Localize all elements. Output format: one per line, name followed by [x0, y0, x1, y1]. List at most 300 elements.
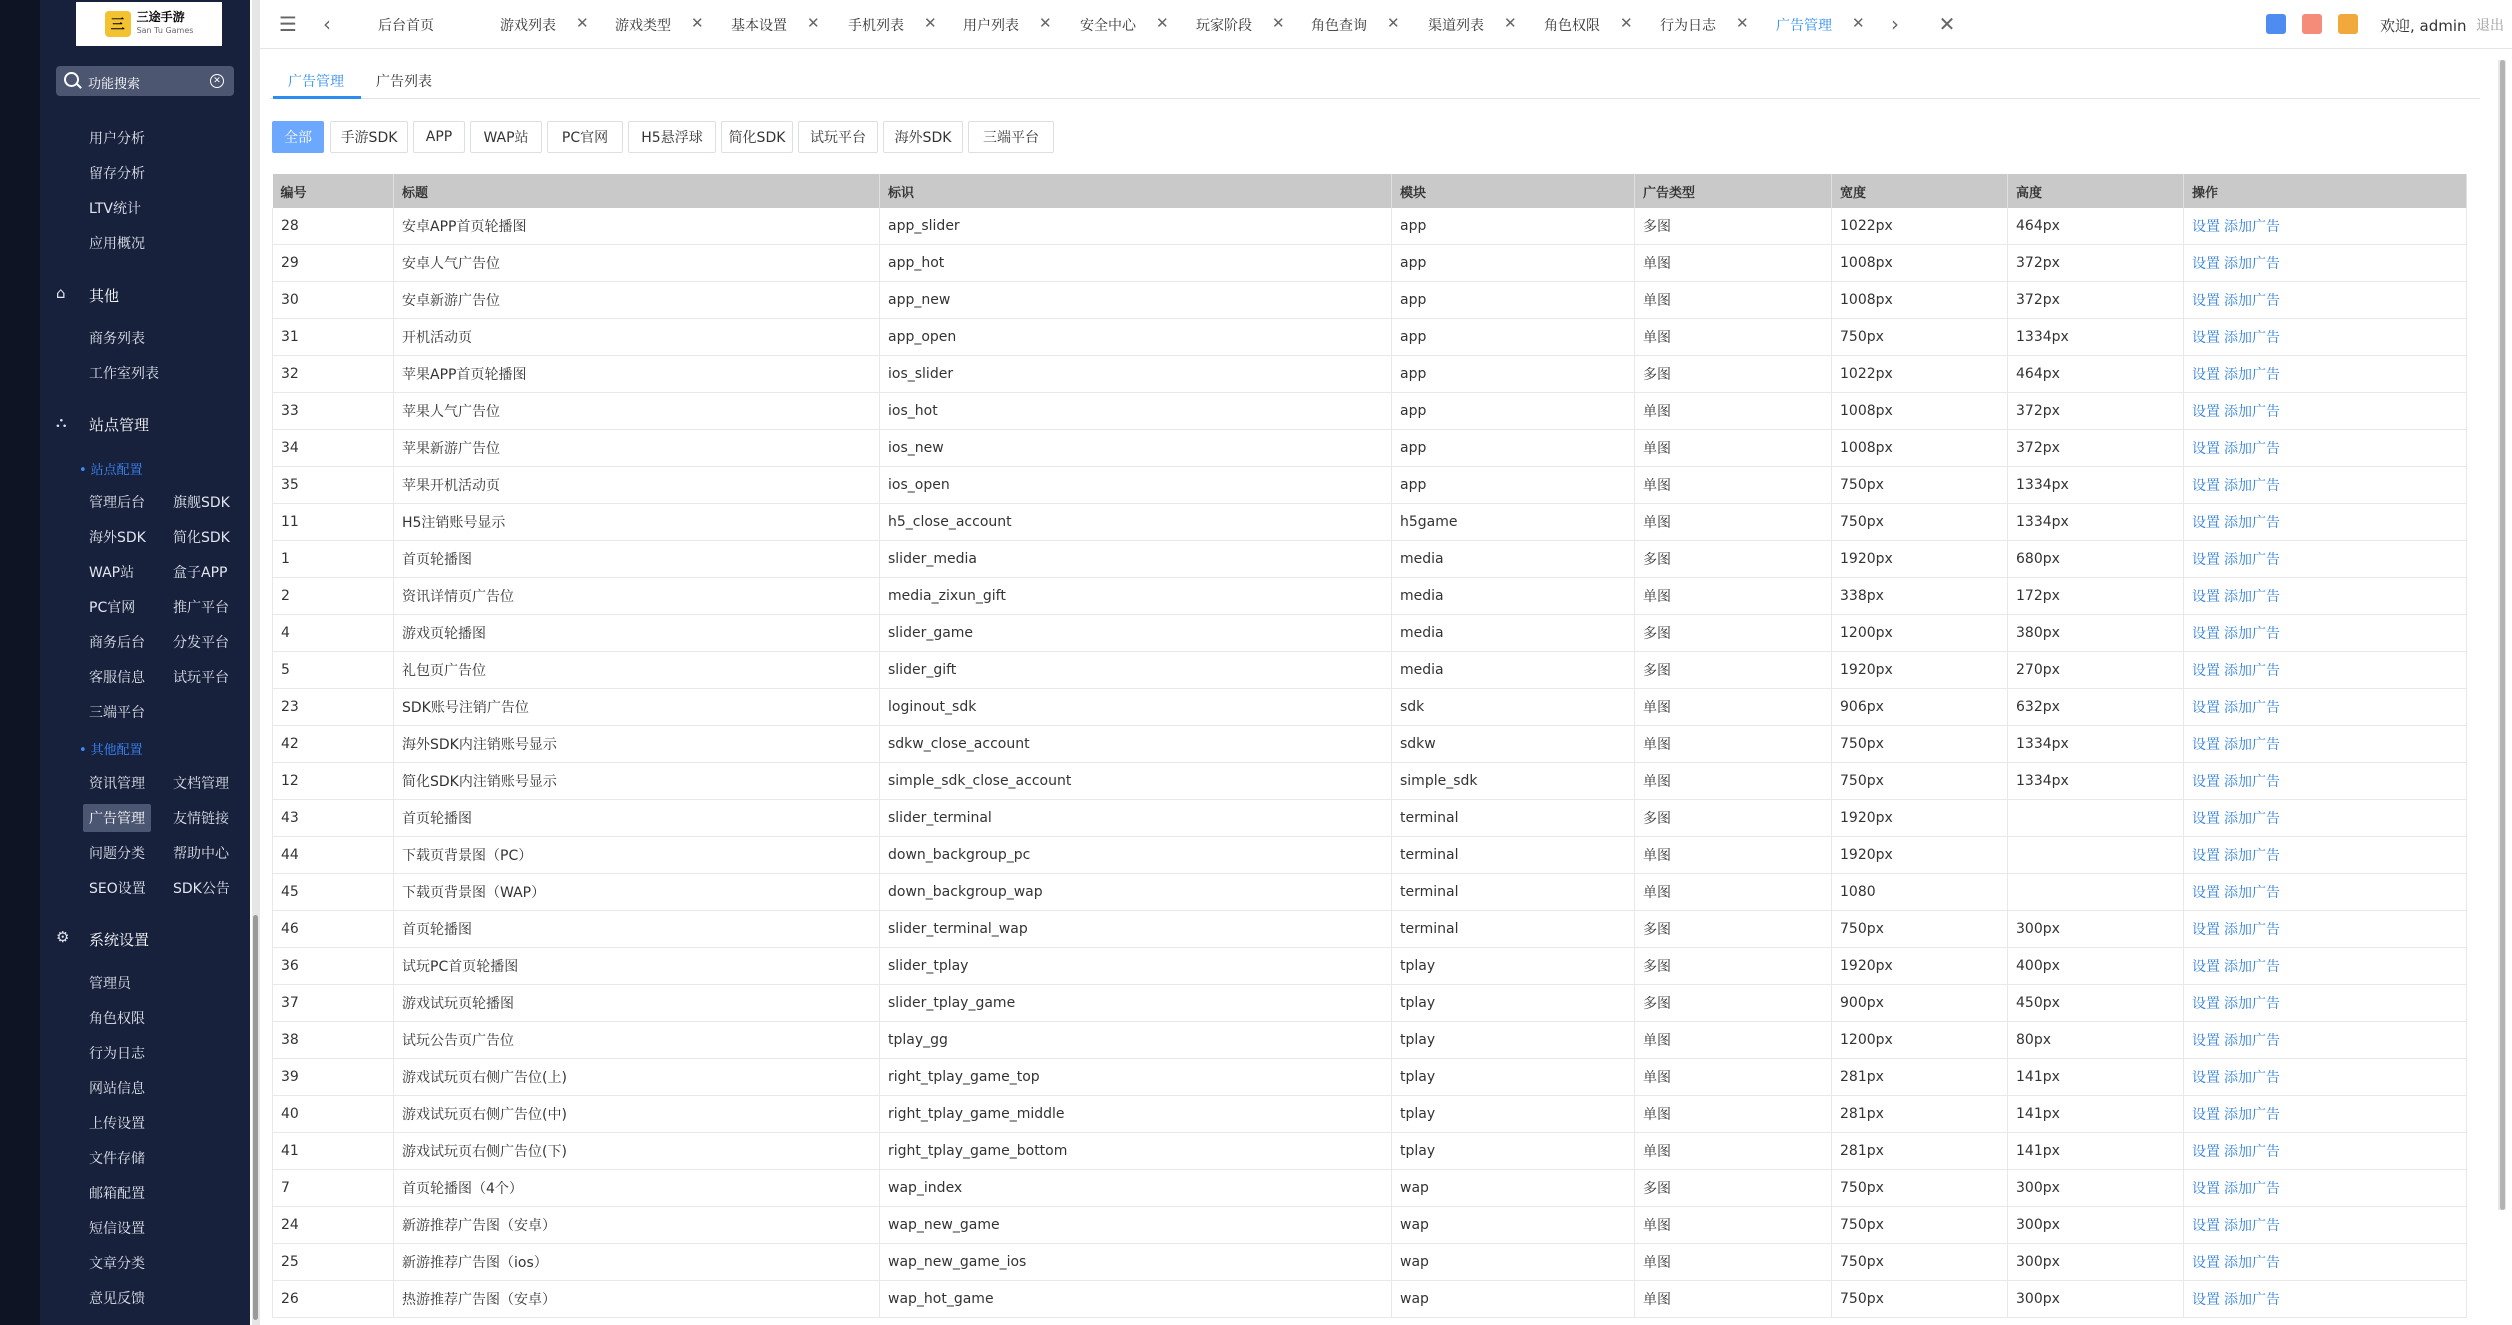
filter-button[interactable]: APP	[413, 121, 465, 153]
table-cell: 35	[273, 467, 394, 504]
sidebar-item[interactable]: 海外SDK	[89, 530, 146, 546]
calendar-icon[interactable]	[2302, 14, 2322, 34]
collapse-menu-icon[interactable]: ☰	[279, 12, 297, 36]
tab-close-icon[interactable]: ✕	[1156, 14, 1169, 32]
sidebar-item[interactable]: 资讯管理	[89, 776, 145, 792]
tab-close-icon[interactable]: ✕	[924, 14, 937, 32]
tab-close-icon[interactable]: ✕	[691, 14, 704, 32]
table-row	[273, 541, 2467, 578]
sidebar-sub-site-config[interactable]: • 站点配置	[79, 459, 143, 478]
table-cell: 单图	[1635, 430, 1832, 467]
set-link[interactable]: 设置	[2192, 219, 2220, 235]
set-link[interactable]: 设置	[2192, 552, 2220, 568]
set-link[interactable]: 设置	[2192, 885, 2220, 901]
column-header: 操作	[2184, 174, 2467, 208]
table-cell: wap_hot_game	[880, 1281, 1392, 1318]
add-ad-link[interactable]: 添加广告	[2224, 293, 2280, 309]
table-cell: right_tplay_game_bottom	[880, 1133, 1392, 1170]
table-cell: 单图	[1635, 1244, 1832, 1281]
table-cell: 资讯详情页广告位	[394, 578, 880, 615]
add-ad-link[interactable]: 添加广告	[2224, 219, 2280, 235]
table-cell: media_zixun_gift	[880, 578, 1392, 615]
table-cell: 1022px	[1832, 356, 2008, 393]
sub-tabs	[270, 60, 2480, 99]
table-row	[273, 319, 2467, 356]
table-cell: 464px	[2008, 208, 2184, 245]
add-ad-link[interactable]: 添加广告	[2224, 1107, 2280, 1123]
set-link[interactable]: 设置	[2192, 737, 2220, 753]
set-link[interactable]: 设置	[2192, 1070, 2220, 1086]
filter-button[interactable]: 试玩平台	[798, 121, 878, 153]
sidebar-item[interactable]: 推广平台	[173, 600, 229, 616]
home-icon: ⌂	[56, 284, 66, 302]
table-row	[273, 208, 2467, 245]
set-link[interactable]: 设置	[2192, 1255, 2220, 1271]
table-cell: 多图	[1635, 800, 1832, 837]
sidebar-item[interactable]: 上传设置	[89, 1116, 145, 1132]
actions-cell	[2184, 245, 2467, 282]
home-icon[interactable]	[2266, 14, 2286, 34]
table-cell: terminal	[1392, 911, 1635, 948]
add-ad-link[interactable]: 添加广告	[2224, 1181, 2280, 1197]
filter-button[interactable]: WAP站	[470, 121, 542, 153]
sidebar-item[interactable]: 留存分析	[89, 166, 145, 182]
sidebar-item[interactable]: 问题分类	[89, 846, 145, 862]
table-cell: 首页轮播图	[394, 541, 880, 578]
table-row	[273, 430, 2467, 467]
tabs-next-icon[interactable]: ›	[1891, 12, 1899, 36]
set-link[interactable]: 设置	[2192, 515, 2220, 531]
sidebar-item[interactable]: 管理员	[89, 976, 131, 992]
table-cell: 11	[273, 504, 394, 541]
main-scrollbar-thumb[interactable]	[2500, 60, 2505, 1210]
table-cell: app_open	[880, 319, 1392, 356]
actions-cell	[2184, 541, 2467, 578]
add-ad-link[interactable]: 添加广告	[2224, 552, 2280, 568]
tab-0[interactable]: 后台首页	[378, 18, 434, 34]
add-ad-link[interactable]: 添加广告	[2224, 1033, 2280, 1049]
set-link[interactable]: 设置	[2192, 404, 2220, 420]
add-ad-link[interactable]: 添加广告	[2224, 1255, 2280, 1271]
filter-button[interactable]: 全部	[272, 121, 324, 153]
set-link[interactable]: 设置	[2192, 626, 2220, 642]
tab-close-icon[interactable]: ✕	[1736, 14, 1749, 32]
subtab-ad-list[interactable]: 广告列表	[376, 74, 432, 90]
tab-close-icon[interactable]: ✕	[1504, 14, 1517, 32]
sidebar-section-site[interactable]: 站点管理	[89, 416, 150, 434]
table-cell: 38	[273, 1022, 394, 1059]
table-cell: 单图	[1635, 393, 1832, 430]
tab-11[interactable]: 行为日志	[1660, 18, 1716, 34]
sidebar-sub-other-config[interactable]: • 其他配置	[79, 739, 143, 758]
table-cell: h5game	[1392, 504, 1635, 541]
actions-cell	[2184, 319, 2467, 356]
table-cell: 1200px	[1832, 615, 2008, 652]
brand-sub: San Tu Games	[136, 26, 194, 35]
filter-button[interactable]: 简化SDK	[721, 121, 793, 153]
table-cell: 300px	[2008, 1207, 2184, 1244]
table-cell: 37	[273, 985, 394, 1022]
table-cell: 单图	[1635, 1207, 1832, 1244]
function-search-input[interactable]	[56, 66, 234, 96]
table-cell: 单图	[1635, 319, 1832, 356]
set-link[interactable]: 设置	[2192, 1181, 2220, 1197]
table-cell: 安卓人气广告位	[394, 245, 880, 282]
sidebar-item[interactable]: 工作室列表	[89, 366, 159, 382]
sidebar-item[interactable]: 文档管理	[173, 776, 229, 792]
table-cell: app	[1392, 467, 1635, 504]
set-link[interactable]: 设置	[2192, 663, 2220, 679]
add-ad-link[interactable]: 添加广告	[2224, 367, 2280, 383]
add-ad-link[interactable]: 添加广告	[2224, 1292, 2280, 1308]
sidebar-item[interactable]: 商务后台	[89, 635, 145, 651]
table-cell: app	[1392, 356, 1635, 393]
actions-cell	[2184, 393, 2467, 430]
table-cell: 新游推荐广告图（ios）	[394, 1244, 880, 1281]
table-cell: 338px	[1832, 578, 2008, 615]
actions-cell	[2184, 1170, 2467, 1207]
set-link[interactable]: 设置	[2192, 293, 2220, 309]
tab-6[interactable]: 安全中心	[1080, 18, 1136, 34]
sidebar-item[interactable]: SDK公告	[173, 881, 230, 897]
table-cell: 4	[273, 615, 394, 652]
table-cell: 游戏试玩页轮播图	[394, 985, 880, 1022]
sidebar-scrollbar-thumb[interactable]	[253, 915, 258, 1320]
table-cell: tplay	[1392, 1059, 1635, 1096]
table-cell: 多图	[1635, 615, 1832, 652]
set-link[interactable]: 设置	[2192, 959, 2220, 975]
column-header: 标识	[880, 174, 1392, 208]
add-ad-link[interactable]: 添加广告	[2224, 1144, 2280, 1160]
table-cell: down_backgroup_wap	[880, 874, 1392, 911]
sidebar-item[interactable]: 行为日志	[89, 1046, 145, 1062]
table-cell: 安卓APP首页轮播图	[394, 208, 880, 245]
filter-button[interactable]: H5悬浮球	[628, 121, 716, 153]
table-cell: 单图	[1635, 689, 1832, 726]
sidebar-item[interactable]: 用户分析	[89, 131, 145, 147]
add-ad-link[interactable]: 添加广告	[2224, 1070, 2280, 1086]
left-edge-strip	[0, 0, 40, 1325]
set-link[interactable]: 设置	[2192, 1144, 2220, 1160]
table-cell: 单图	[1635, 1133, 1832, 1170]
tab-close-icon[interactable]: ✕	[576, 14, 589, 32]
tab-close-icon[interactable]: ✕	[1852, 14, 1865, 32]
tab-close-icon[interactable]: ✕	[1039, 14, 1052, 32]
tab-9[interactable]: 渠道列表	[1428, 18, 1484, 34]
table-cell: 44	[273, 837, 394, 874]
actions-cell	[2184, 800, 2467, 837]
clear-icon[interactable]: ✕	[210, 74, 224, 88]
add-ad-link[interactable]: 添加广告	[2224, 330, 2280, 346]
table-cell: 281px	[1832, 1096, 2008, 1133]
sitemap-icon: ⛬	[56, 413, 67, 431]
table-cell: 首页轮播图	[394, 911, 880, 948]
table-cell: 单图	[1635, 837, 1832, 874]
table-row	[273, 615, 2467, 652]
table-cell: 开机活动页	[394, 319, 880, 356]
set-link[interactable]: 设置	[2192, 811, 2220, 827]
tab-10[interactable]: 角色权限	[1544, 18, 1600, 34]
sidebar-item[interactable]: 短信设置	[89, 1221, 145, 1237]
sidebar-item[interactable]: 应用概况	[89, 236, 145, 252]
tab-4[interactable]: 手机列表	[848, 18, 904, 34]
set-link[interactable]: 设置	[2192, 478, 2220, 494]
table-cell: 750px	[1832, 1281, 2008, 1318]
table-cell: 141px	[2008, 1096, 2184, 1133]
actions-cell	[2184, 282, 2467, 319]
sidebar-item[interactable]: 文件存储	[89, 1151, 145, 1167]
set-link[interactable]: 设置	[2192, 1033, 2220, 1049]
table-cell: H5注销账号显示	[394, 504, 880, 541]
set-link[interactable]: 设置	[2192, 256, 2220, 272]
table-row	[273, 1244, 2467, 1281]
tab-2[interactable]: 游戏类型	[615, 18, 671, 34]
table-cell	[2008, 800, 2184, 837]
theme-icon[interactable]	[2338, 14, 2358, 34]
sidebar-item-ad-manage[interactable]: 广告管理	[83, 804, 151, 832]
add-ad-link[interactable]: 添加广告	[2224, 626, 2280, 642]
table-cell: slider_tplay_game	[880, 985, 1392, 1022]
table-cell: 906px	[1832, 689, 2008, 726]
tab-close-icon[interactable]: ✕	[1620, 14, 1633, 32]
add-ad-link[interactable]: 添加广告	[2224, 885, 2280, 901]
add-ad-link[interactable]: 添加广告	[2224, 404, 2280, 420]
table-cell: media	[1392, 541, 1635, 578]
table-cell: 1008px	[1832, 393, 2008, 430]
table-cell: 7	[273, 1170, 394, 1207]
table-cell: media	[1392, 578, 1635, 615]
table-cell: app	[1392, 208, 1635, 245]
table-cell: 1334px	[2008, 726, 2184, 763]
table-cell: 1920px	[1832, 541, 2008, 578]
logout-link[interactable]: 退出	[2476, 18, 2504, 34]
sidebar-item[interactable]: PC官网	[89, 600, 136, 616]
tab-5[interactable]: 用户列表	[963, 18, 1019, 34]
sidebar-item[interactable]: 意见反馈	[89, 1291, 145, 1307]
set-link[interactable]: 设置	[2192, 848, 2220, 864]
add-ad-link[interactable]: 添加广告	[2224, 515, 2280, 531]
filter-button[interactable]: 手游SDK	[330, 121, 408, 153]
actions-cell	[2184, 874, 2467, 911]
table-cell: sdkw_close_account	[880, 726, 1392, 763]
close-all-tabs-icon[interactable]: ✕	[1938, 12, 1956, 36]
table-cell: tplay	[1392, 1133, 1635, 1170]
table-cell: 750px	[1832, 726, 2008, 763]
table-cell: h5_close_account	[880, 504, 1392, 541]
table-cell: 12	[273, 763, 394, 800]
add-ad-link[interactable]: 添加广告	[2224, 441, 2280, 457]
sidebar-item[interactable]: 邮箱配置	[89, 1186, 145, 1202]
actions-cell	[2184, 356, 2467, 393]
subtab-active-indicator	[273, 96, 361, 99]
sidebar-item[interactable]: 三端平台	[89, 705, 145, 721]
actions-cell	[2184, 1207, 2467, 1244]
table-row	[273, 652, 2467, 689]
table-cell: slider_terminal	[880, 800, 1392, 837]
table-cell: 多图	[1635, 541, 1832, 578]
actions-cell	[2184, 763, 2467, 800]
table-cell: app	[1392, 319, 1635, 356]
table-cell: 苹果人气广告位	[394, 393, 880, 430]
table-cell: app_new	[880, 282, 1392, 319]
sidebar-item[interactable]: 管理后台	[89, 495, 145, 511]
table-row	[273, 504, 2467, 541]
table-cell: 1008px	[1832, 282, 2008, 319]
table-cell: 新游推荐广告图（安卓）	[394, 1207, 880, 1244]
sidebar-item[interactable]: SEO设置	[89, 881, 146, 897]
table-cell	[2008, 837, 2184, 874]
table-row	[273, 874, 2467, 911]
tab-3[interactable]: 基本设置	[731, 18, 787, 34]
table-cell: 31	[273, 319, 394, 356]
table-cell: 多图	[1635, 356, 1832, 393]
actions-cell	[2184, 689, 2467, 726]
brand-logo[interactable]	[76, 2, 222, 46]
add-ad-link[interactable]: 添加广告	[2224, 663, 2280, 679]
table-cell: 33	[273, 393, 394, 430]
set-link[interactable]: 设置	[2192, 1107, 2220, 1123]
set-link[interactable]: 设置	[2192, 922, 2220, 938]
actions-cell	[2184, 726, 2467, 763]
tab-1[interactable]: 游戏列表	[500, 18, 556, 34]
table-cell: 141px	[2008, 1059, 2184, 1096]
set-link[interactable]: 设置	[2192, 996, 2220, 1012]
table-cell: 36	[273, 948, 394, 985]
tab-12[interactable]: 广告管理	[1776, 18, 1832, 34]
table-cell: app_hot	[880, 245, 1392, 282]
sidebar-item[interactable]: WAP站	[89, 565, 135, 581]
set-link[interactable]: 设置	[2192, 367, 2220, 383]
actions-cell	[2184, 430, 2467, 467]
set-link[interactable]: 设置	[2192, 774, 2220, 790]
table-cell: 632px	[2008, 689, 2184, 726]
table-cell: 750px	[1832, 911, 2008, 948]
tab-8[interactable]: 角色查询	[1311, 18, 1367, 34]
add-ad-link[interactable]: 添加广告	[2224, 996, 2280, 1012]
set-link[interactable]: 设置	[2192, 330, 2220, 346]
table-cell: 下载页背景图（WAP）	[394, 874, 880, 911]
table-cell: 多图	[1635, 652, 1832, 689]
sidebar-item[interactable]: 文章分类	[89, 1256, 145, 1272]
add-ad-link[interactable]: 添加广告	[2224, 478, 2280, 494]
search-placeholder: 功能搜索	[88, 77, 141, 92]
table-cell: 单图	[1635, 1022, 1832, 1059]
filter-button[interactable]: PC官网	[547, 121, 623, 153]
table-row	[273, 1059, 2467, 1096]
tab-close-icon[interactable]: ✕	[1272, 14, 1285, 32]
table-row	[273, 1096, 2467, 1133]
table-cell: 34	[273, 430, 394, 467]
table-cell: terminal	[1392, 837, 1635, 874]
table-cell: 40	[273, 1096, 394, 1133]
table-cell: 单图	[1635, 282, 1832, 319]
table-cell: terminal	[1392, 874, 1635, 911]
add-ad-link[interactable]: 添加广告	[2224, 922, 2280, 938]
set-link[interactable]: 设置	[2192, 1218, 2220, 1234]
subtab-ad-manage[interactable]: 广告管理	[288, 74, 344, 90]
table-cell: 单图	[1635, 245, 1832, 282]
tab-close-icon[interactable]: ✕	[1387, 14, 1400, 32]
set-link[interactable]: 设置	[2192, 589, 2220, 605]
table-cell: sdk	[1392, 689, 1635, 726]
table-cell: 900px	[1832, 985, 2008, 1022]
sidebar-item[interactable]: 简化SDK	[173, 530, 230, 546]
table-cell: 多图	[1635, 911, 1832, 948]
filter-button[interactable]: 三端平台	[968, 121, 1054, 153]
add-ad-link[interactable]: 添加广告	[2224, 774, 2280, 790]
add-ad-link[interactable]: 添加广告	[2224, 737, 2280, 753]
sidebar-item[interactable]: 盒子APP	[173, 565, 228, 581]
set-link[interactable]: 设置	[2192, 700, 2220, 716]
sidebar-item[interactable]: 角色权限	[89, 1011, 145, 1027]
tabs-prev-icon[interactable]: ‹	[323, 12, 331, 36]
ad-table	[272, 174, 2467, 1318]
sidebar-item[interactable]: 帮助中心	[173, 846, 229, 862]
table-cell: 41	[273, 1133, 394, 1170]
table-cell: 750px	[1832, 319, 2008, 356]
column-header: 广告类型	[1635, 174, 1832, 208]
table-cell: 5	[273, 652, 394, 689]
add-ad-link[interactable]: 添加广告	[2224, 848, 2280, 864]
table-cell: 单图	[1635, 1096, 1832, 1133]
table-cell: 28	[273, 208, 394, 245]
add-ad-link[interactable]: 添加广告	[2224, 1218, 2280, 1234]
table-cell: app	[1392, 245, 1635, 282]
table-cell: sdkw	[1392, 726, 1635, 763]
sidebar-item[interactable]: 分发平台	[173, 635, 229, 651]
table-cell: wap	[1392, 1281, 1635, 1318]
table-cell: 礼包页广告位	[394, 652, 880, 689]
add-ad-link[interactable]: 添加广告	[2224, 700, 2280, 716]
sidebar-item[interactable]: 网站信息	[89, 1081, 145, 1097]
table-cell: 游戏试玩页右侧广告位(下)	[394, 1133, 880, 1170]
table-row	[273, 578, 2467, 615]
sidebar-item[interactable]: 商务列表	[89, 331, 145, 347]
sidebar-item[interactable]: 试玩平台	[173, 670, 229, 686]
table-cell: 300px	[2008, 911, 2184, 948]
table-cell: app	[1392, 430, 1635, 467]
table-cell: 单图	[1635, 874, 1832, 911]
filter-button[interactable]: 海外SDK	[883, 121, 963, 153]
table-cell	[2008, 874, 2184, 911]
set-link[interactable]: 设置	[2192, 1292, 2220, 1308]
table-cell: tplay	[1392, 985, 1635, 1022]
add-ad-link[interactable]: 添加广告	[2224, 589, 2280, 605]
add-ad-link[interactable]: 添加广告	[2224, 959, 2280, 975]
table-cell: media	[1392, 652, 1635, 689]
sidebar-section-system[interactable]: 系统设置	[89, 931, 150, 949]
table-cell: tplay	[1392, 948, 1635, 985]
sidebar-item[interactable]: 旗舰SDK	[173, 495, 230, 511]
sidebar-item[interactable]: LTV统计	[89, 201, 142, 217]
table-row	[273, 1170, 2467, 1207]
sidebar-item[interactable]: 友情链接	[173, 811, 229, 827]
add-ad-link[interactable]: 添加广告	[2224, 811, 2280, 827]
sidebar-section-other[interactable]: 其他	[89, 287, 120, 305]
set-link[interactable]: 设置	[2192, 441, 2220, 457]
table-cell: 多图	[1635, 208, 1832, 245]
add-ad-link[interactable]: 添加广告	[2224, 256, 2280, 272]
table-cell: 80px	[2008, 1022, 2184, 1059]
table-cell: 1920px	[1832, 948, 2008, 985]
sidebar-item[interactable]: 客服信息	[89, 670, 145, 686]
tab-close-icon[interactable]: ✕	[807, 14, 820, 32]
table-cell: 游戏页轮播图	[394, 615, 880, 652]
table-row	[273, 1133, 2467, 1170]
table-cell: slider_tplay	[880, 948, 1392, 985]
table-cell: slider_terminal_wap	[880, 911, 1392, 948]
tab-7[interactable]: 玩家阶段	[1196, 18, 1252, 34]
